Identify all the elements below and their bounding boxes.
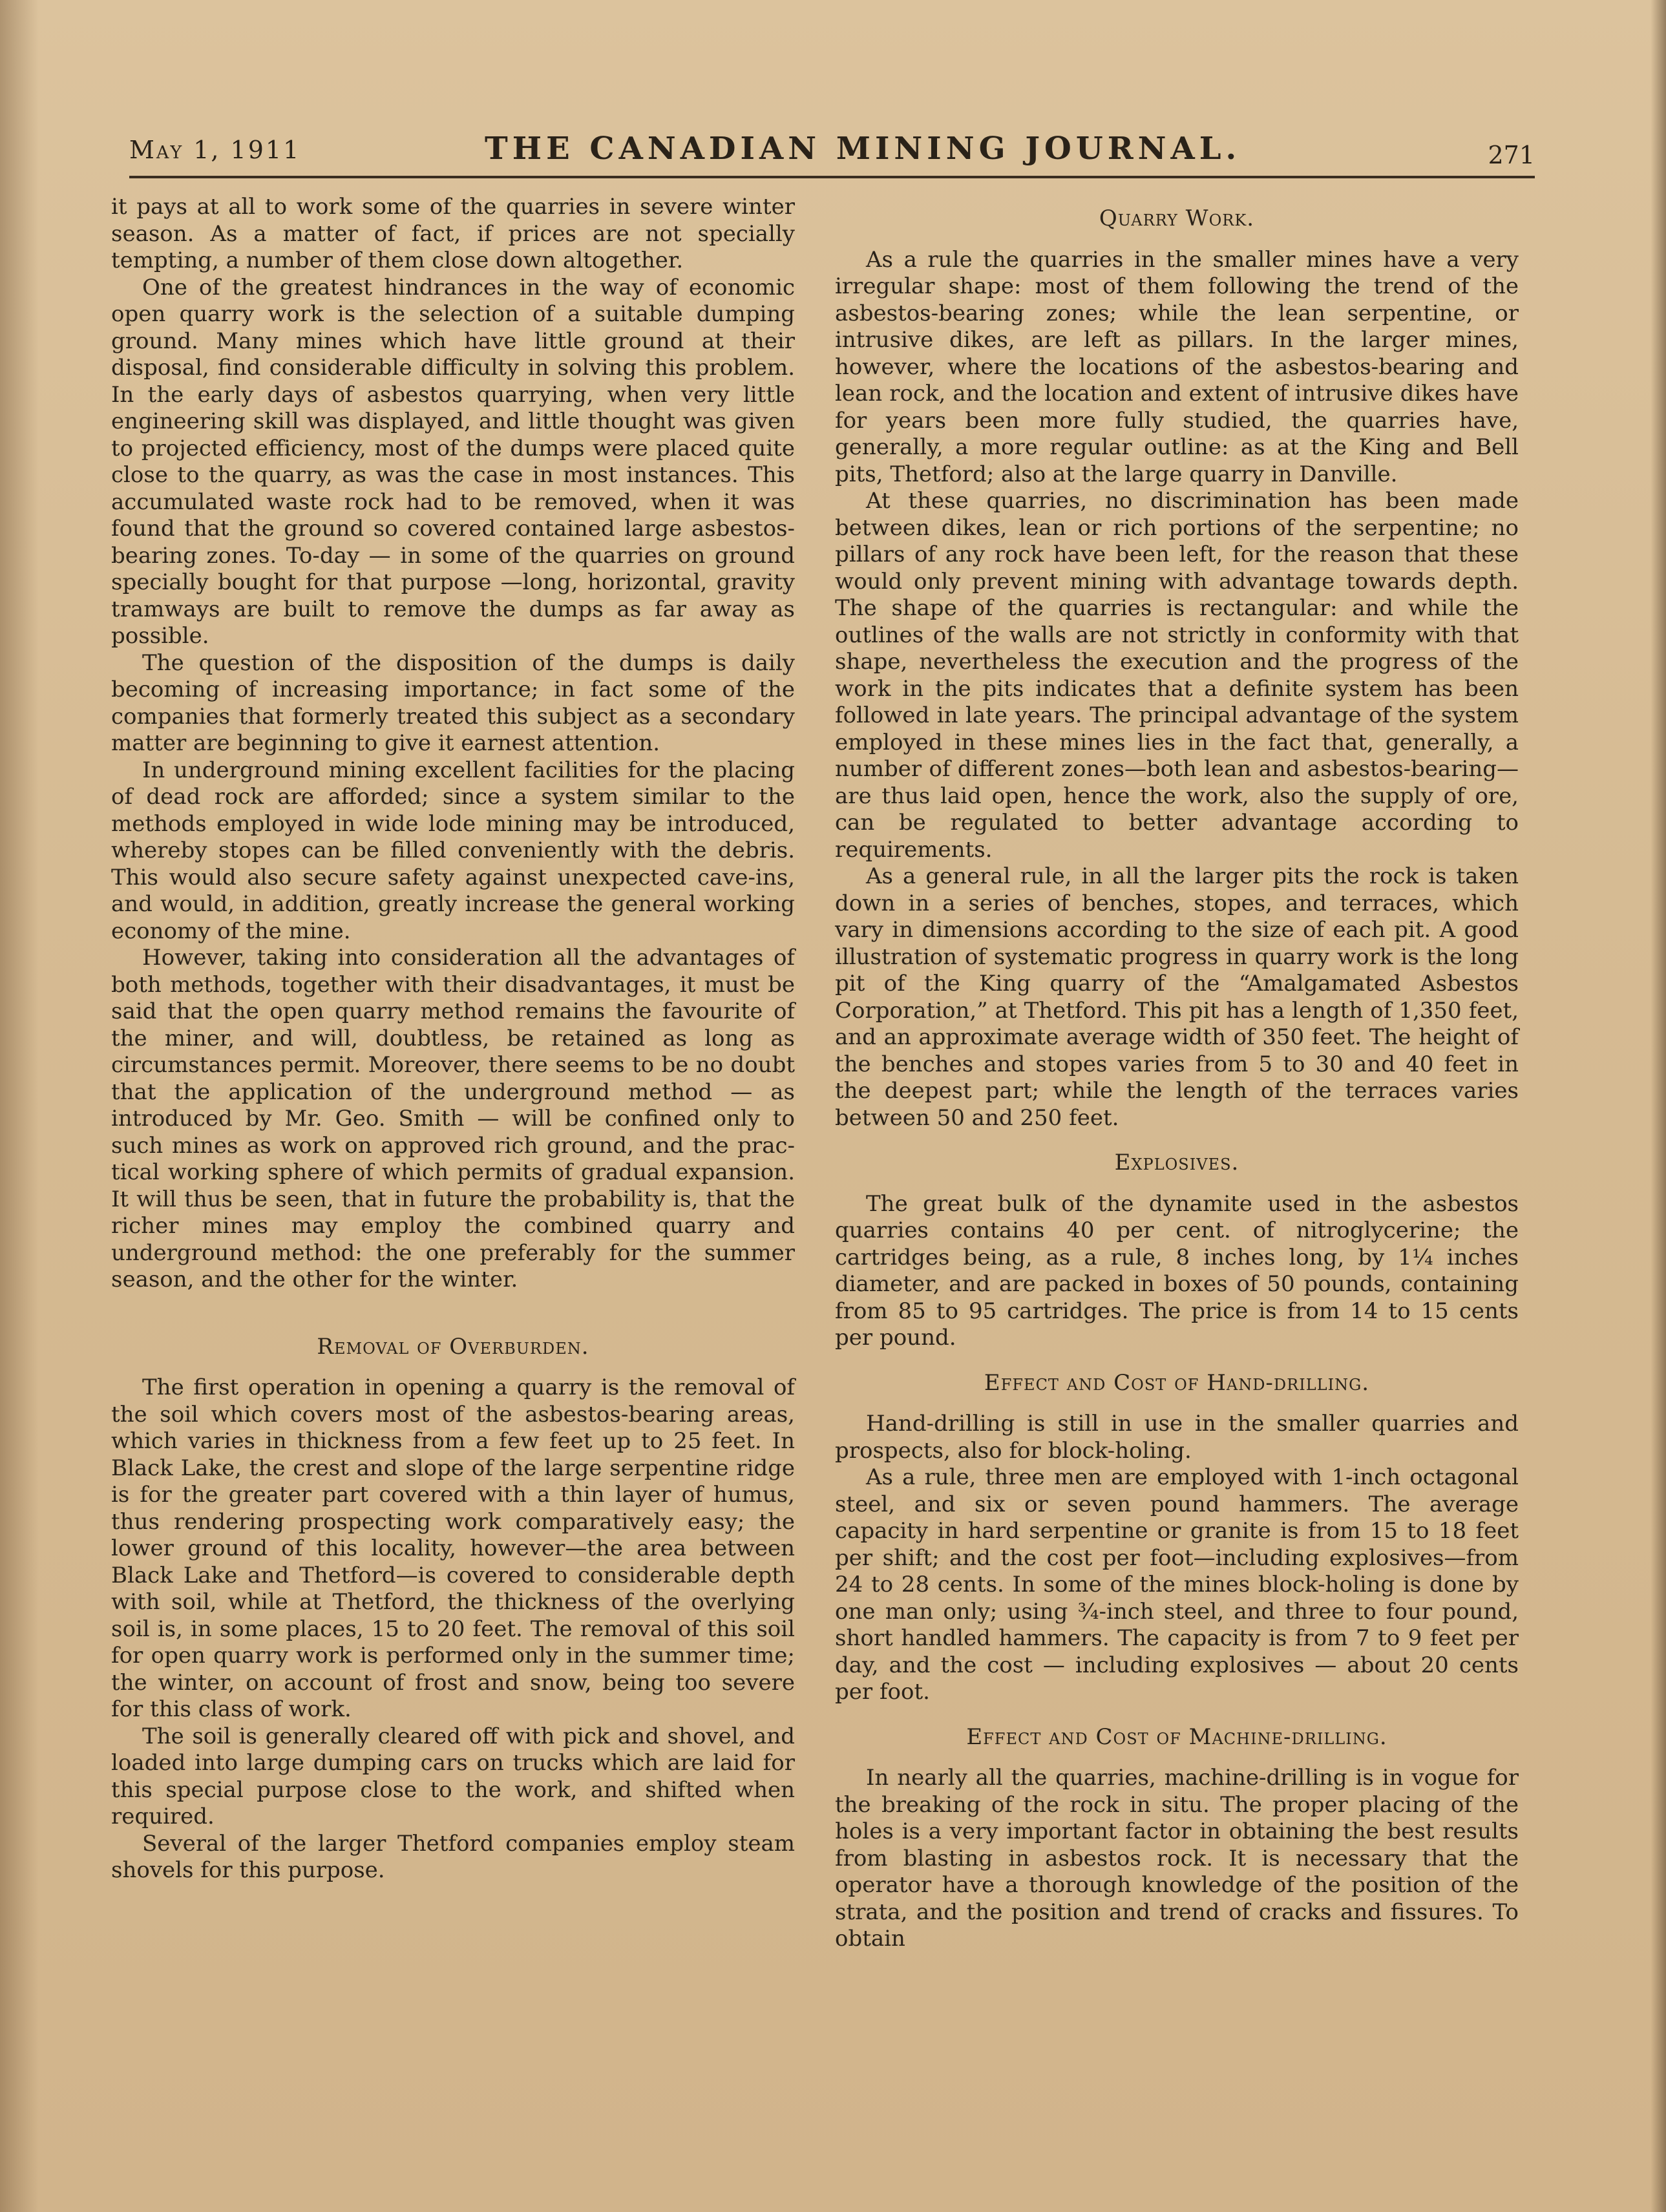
- paragraph-benches-and-terraces: As a general rule, in all the larger pits the rock is taken down in a series of benches, stopes, and terraces, which vary in dimensions according to the size of each pit. A good illustration of systematic progress in quarry work is the long pit of the King quarry of the “Amalgamated Asbestos Corporation,” at Thetford. This pit has a length of 1,350 feet, and an approximate average width of 350 feet. The height of the benches and stopes varies from 5 to 30 and 40 feet in the deepest part; while the length of the terraces varies between 50 and 250 feet.: [835, 863, 1519, 1131]
- paragraph-no-discrimination: At these quarries, no discrimination has been made between dikes, lean or rich portions of the serpentine; no pillars of any rock have been left, for the reason that these would only prevent mining with advantage towards depth. The shape of the quarries is rectangular: and while the outlines of the walls are not strictly in conformity with that shape, nevertheless the execution and the progress of the work in the pits indicates that a definite system has been followed in late years. The principal advantage of the system employed in these mines lies in the fact that, generally, a number of different zones—both lean and asbestos-bearing—are thus laid open, hence the work, also the supply of ore, can be regulated to better advantage according to requirements.: [835, 488, 1519, 863]
- section-heading-quarry-work: Quarry Work.: [1099, 205, 1255, 231]
- section-heading-removal-of-overburden: Removal of Overburden.: [317, 1333, 589, 1360]
- paragraph-dumping-ground: One of the greatest hindrances in the way of economic open quarry work is the selection of a suitable dumping ground. Many mines which have little ground at their disposal, find considerable difficulty in solving this problem. In the early days of asbestos quarrying, when very little engineering skill was displayed, and little thought was given to projected efficiency, most of the dumps were placed quite close to the quarry, as was the case in most instances. This accumulated waste rock had to be removed, when it was found that the ground so covered contained large asbestos-bearing zones. To-day — in some of the quarries on ground specially bought for that purpose —long, horizontal, gravity tramways are built to remove the dumps as far away as possible.: [111, 274, 795, 649]
- paragraph-comparison-of-methods: However, taking into consideration all the advantages of both methods, together with their disadvantages, it must be said that the open quarry method remains the favourite of the miner, and will, doubtless, be retained as long as circumstances permit. Moreover, there seems to be no doubt that the application of the underground method — as introduced by Mr. Geo. Smith — will be confined only to such mines as work on approved rich ground, and the practical working sphere of which permits of gradual expansion. It will thus be seen, that in future the probability is, that the richer mines may employ the combined quarry and underground method: the one preferably for the summer season, and the other for the winter.: [111, 945, 795, 1292]
- paragraph-continued: it pays at all to work some of the quarries in severe winter season. As a matter of fact, if prices are not specially tempting, a number of them close down altogether.: [111, 194, 795, 273]
- paragraph-underground-mining: In underground mining excellent facilities for the placing of dead rock are afforded; since a system similar to the methods employed in wide lode mining may be introduced, whereby stopes can be filled conveniently with the debris. This would also secure safety against unexpected cave-ins, and would, in addition, greatly increase the general working economy of the mine.: [111, 757, 795, 944]
- section-heading-machine-drilling: Effect and Cost of Machine-drilling.: [966, 1723, 1387, 1750]
- paragraph-hand-drilling-cost: As a rule, three men are employed with 1-inch octagonal steel, and six or seven pound hammers. The average capacity in hard serpentine or granite is from 15 to 18 feet per shift; and the cost per foot—including explosives—from 24 to 28 cents. In some of the mines block-holing is done by one man only; using ¾-inch steel, and three to four pound, short handled hammers. The capacity is from 7 to 9 feet per day, and the cost — including explosives — about 20 cents per foot.: [835, 1464, 1519, 1705]
- left-column: [111, 194, 795, 1884]
- header-date: May 1, 1911: [129, 136, 301, 164]
- paragraph-pick-and-shovel: The soil is generally cleared off with pick and shovel, and loaded into large dumping cars on trucks which are laid for this special purpose close to the work, and shifted when required.: [111, 1723, 795, 1829]
- right-column: [835, 205, 1519, 1953]
- page-gutter-shadow: [0, 0, 39, 2212]
- paragraph-quarry-shape: As a rule the quarries in the smaller mines have a very irregular shape: most of them following the trend of the asbestos-bearing zones; while the lean serpentine, or intrusive dikes, are left as pillars. In the larger mines, however, where the locations of the asbestos-bearing and lean rock, and the location and extent of intrusive dikes have for years been more fully studied, the quarries have, generally, a more regular outline: as at the King and Bell pits, Thetford; also at the large quarry in Danville.: [835, 246, 1519, 487]
- section-heading-explosives: Explosives.: [1114, 1150, 1239, 1175]
- running-header: [129, 123, 1535, 181]
- journal-title: THE CANADIAN MINING JOURNAL.: [485, 131, 1241, 167]
- paragraph-dynamite: The great bulk of the dynamite used in the asbestos quarries contains 40 per cent. of nitroglycerine; the cartridges being, as a rule, 8 inches long, by 1¼ inches diameter, and are packed in boxes of 50 pounds, containing from 85 to 95 cartridges. The price is from 14 to 15 cents per pound.: [835, 1190, 1519, 1351]
- paragraph-hand-drilling-use: Hand-drilling is still in use in the smaller quarries and prospects, also for block-holing.: [835, 1411, 1519, 1464]
- paragraph-removal-of-soil: The first operation in opening a quarry is the removal of the soil which covers most of the asbestos-bearing areas, which varies in thickness from a few feet up to 25 feet. In Black Lake, the crest and slope of the large serpentine ridge is for the greater part covered with a thin layer of humus, thus rendering prospecting work comparatively easy; the lower ground of this locality, however—the area between Black Lake and Thetford—is covered to considerable depth with soil, while at Thetford, the thickness of the overlying soil is, in some places, 15 to 20 feet. The removal of this soil for open quarry work is performed only in the summer time; the winter, on account of frost and snow, being too severe for this class of work.: [111, 1375, 795, 1722]
- paragraph-steam-shovels: Several of the larger Thetford companies employ steam shovels for this purpose.: [111, 1830, 795, 1883]
- page-edge-shadow: [1650, 0, 1666, 2212]
- header-rule: [129, 176, 1535, 178]
- paragraph-disposition-of-dumps: The question of the disposition of the dumps is daily becoming of increasing importance; in fact some of the companies that formerly treated this subject as a secondary matter are beginning to give it earnest attention.: [111, 649, 795, 756]
- paragraph-machine-drilling: In nearly all the quarries, machine-drilling is in vogue for the breaking of the rock in situ. The proper placing of the holes is a very important factor in obtaining the best results from blasting in asbestos rock. It is necessary that the operator have a thorough knowledge of the position of the strata, and the position and trend of cracks and fissures. To obtain: [835, 1765, 1519, 1952]
- section-heading-hand-drilling: Effect and Cost of Hand-drilling.: [984, 1369, 1370, 1396]
- page-number: 271: [1488, 141, 1535, 169]
